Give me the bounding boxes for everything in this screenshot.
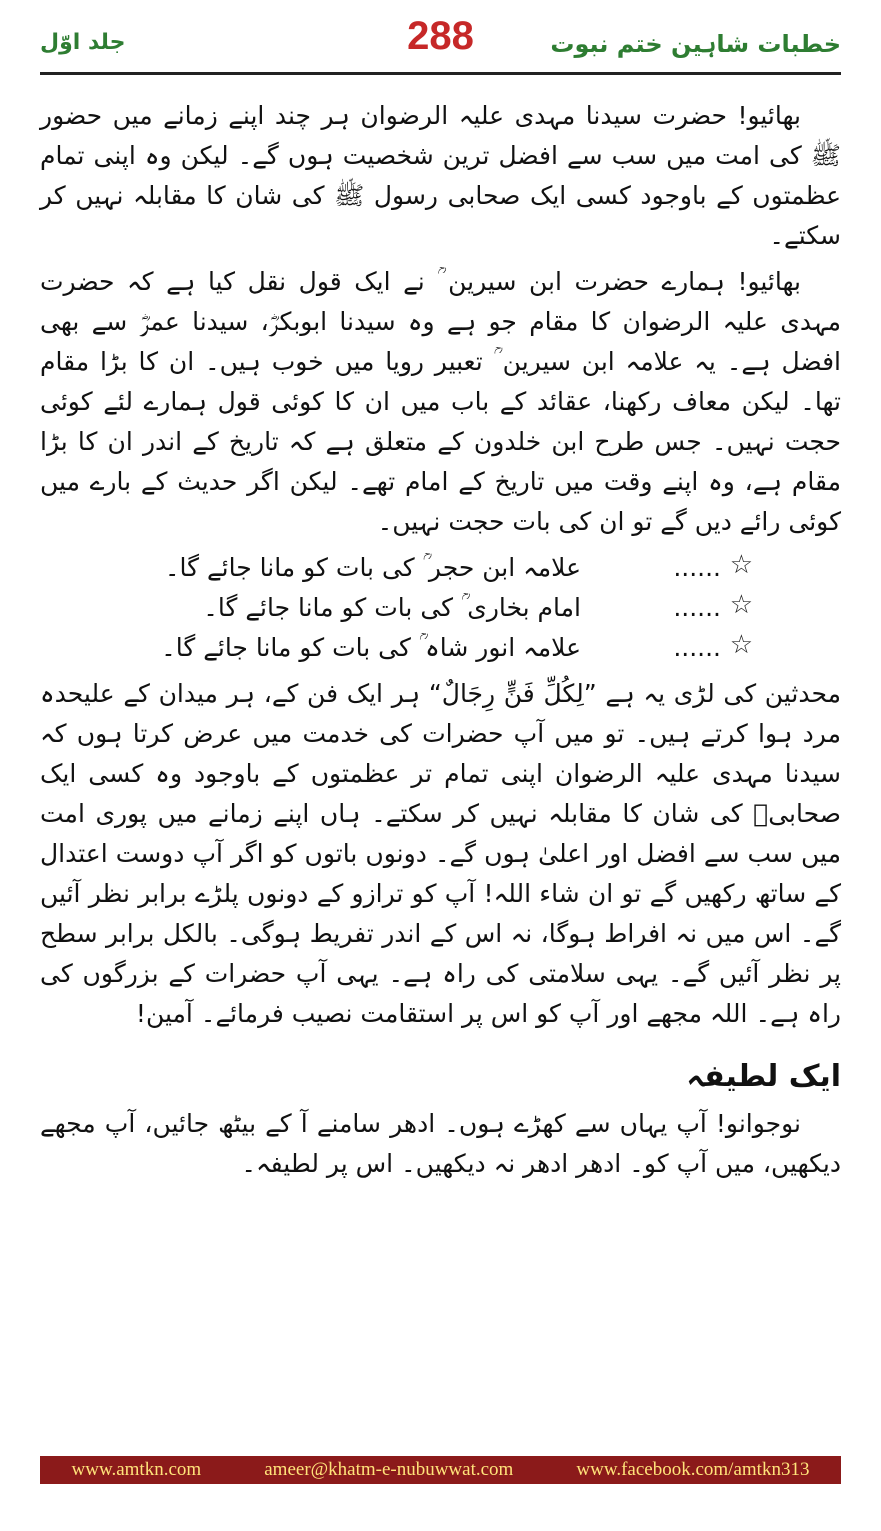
bullet-text: علامہ ابن حجر ؒ کی بات کو مانا جائے گا۔ (164, 553, 581, 582)
website-link[interactable]: www.amtkn.com (71, 1459, 202, 1480)
bullet-item (40, 548, 841, 588)
page-header (0, 0, 881, 76)
star-icon: ☆ (729, 630, 753, 660)
page-footer (40, 1456, 841, 1484)
page-number: 288 (407, 14, 474, 58)
star-icon: ☆ (729, 590, 753, 620)
section-heading: ایک لطیفہ (686, 1059, 841, 1094)
volume-label: جلد اوّل (40, 30, 126, 55)
section-text: نوجوانو! آپ یہاں سے کھڑے ہوں۔ ادھر سامنے آ کے بیٹھ جائیں، آپ مجھے دیکھیں، میں آپ کو۔ ادھر ادھر نہ دیکھیں۔ اس پر لطیفہ۔ (40, 1109, 841, 1178)
page-content (40, 96, 841, 1190)
bullet-dots: ...... (673, 593, 721, 622)
facebook-link[interactable]: www.facebook.com/amtkn313 (576, 1459, 810, 1480)
paragraph-2: بھائیو! ہمارے حضرت ابن سیرین ؒ نے ایک قول نقل کیا ہے کہ حضرت مہدی علیہ الرضوان کا مقام جو ہے وہ سیدنا ابوبکرؓ، سیدنا عمرؓ سے بھی افضل ہے۔ یہ علامہ ابن سیرین ؒ تعبیر رویا میں خوب ہیں۔ ان کا بڑا مقام تھا۔ لیکن معاف رکھنا، عقائد کے باب میں ان کا کوئی قول ہمارے لئے کوئی حجت نہیں۔ جس طرح ابن خلدون کے متعلق ہے کہ تاریخ کے اندر ان کا بڑا مقام ہے، وہ اپنے وقت میں تاریخ کے امام تھے۔ لیکن اگر حدیث کے بارے میں کوئی رائے دیں گے تو ان کی بات حجت نہیں۔ (40, 267, 841, 536)
bullet-text: امام بخاری ؒ کی بات کو مانا جائے گا۔ (203, 593, 581, 622)
bullet-item (40, 588, 841, 628)
bullet-item (40, 628, 841, 668)
book-title: خطبات شاہین ختم نبوت (550, 30, 841, 58)
bullet-text: علامہ انور شاہ ؒ کی بات کو مانا جائے گا۔ (161, 633, 581, 662)
bullet-dots: ...... (673, 633, 721, 662)
email-link[interactable]: ameer@khatm-e-nubuwwat.com (264, 1459, 514, 1480)
paragraph-3: محدثین کی لڑی یہ ہے ”لِکُلِّ فَنٍّ رِجَالٌ“ ہر ایک فن کے، ہر میدان کے علیحدہ مرد ہوا کرتے ہیں۔ تو میں آپ حضرات کی خدمت میں عرض کرتا ہوں کہ سیدنا مہدی علیہ الرضوان اپنی تمام تر عظمتوں کے باوجود وہ کسی ایک صحابیؓ کی شان کا مقابلہ نہیں کر سکتے۔ ہاں اپنے زمانے میں پوری امت میں سب سے افضل اور اعلیٰ ہوں گے۔ دونوں باتوں کو اگر آپ دوست اعتدال کے ساتھ رکھیں گے تو ان شاء اللہ! آپ کو ترازو کے دونوں پلڑے برابر نظر آئیں گے۔ اس میں نہ افراط ہوگا، نہ اس کے اندر تفریط ہوگی۔ بالکل برابر سطح پر نظر آئیں گے۔ یہی سلامتی کی راہ ہے۔ یہی آپ حضرات کے بزرگوں کی راہ ہے۔ اللہ مجھے اور آپ کو اس پر استقامت نصیب فرمائے۔ آمین! (40, 679, 841, 1028)
header-rule (40, 72, 841, 75)
bullet-dots: ...... (673, 553, 721, 582)
bullet-list (40, 548, 841, 668)
paragraph-1: بھائیو! حضرت سیدنا مہدی علیہ الرضوان ہر چند اپنے زمانے میں حضور ﷺ کی امت میں سب سے افضل ترین شخصیت ہوں گے۔ لیکن وہ اپنی تمام عظمتوں کے باوجود کسی ایک صحابی رسول ﷺ کی شان کا مقابلہ نہیں کر سکتے۔ (40, 101, 841, 250)
star-icon: ☆ (729, 550, 753, 580)
